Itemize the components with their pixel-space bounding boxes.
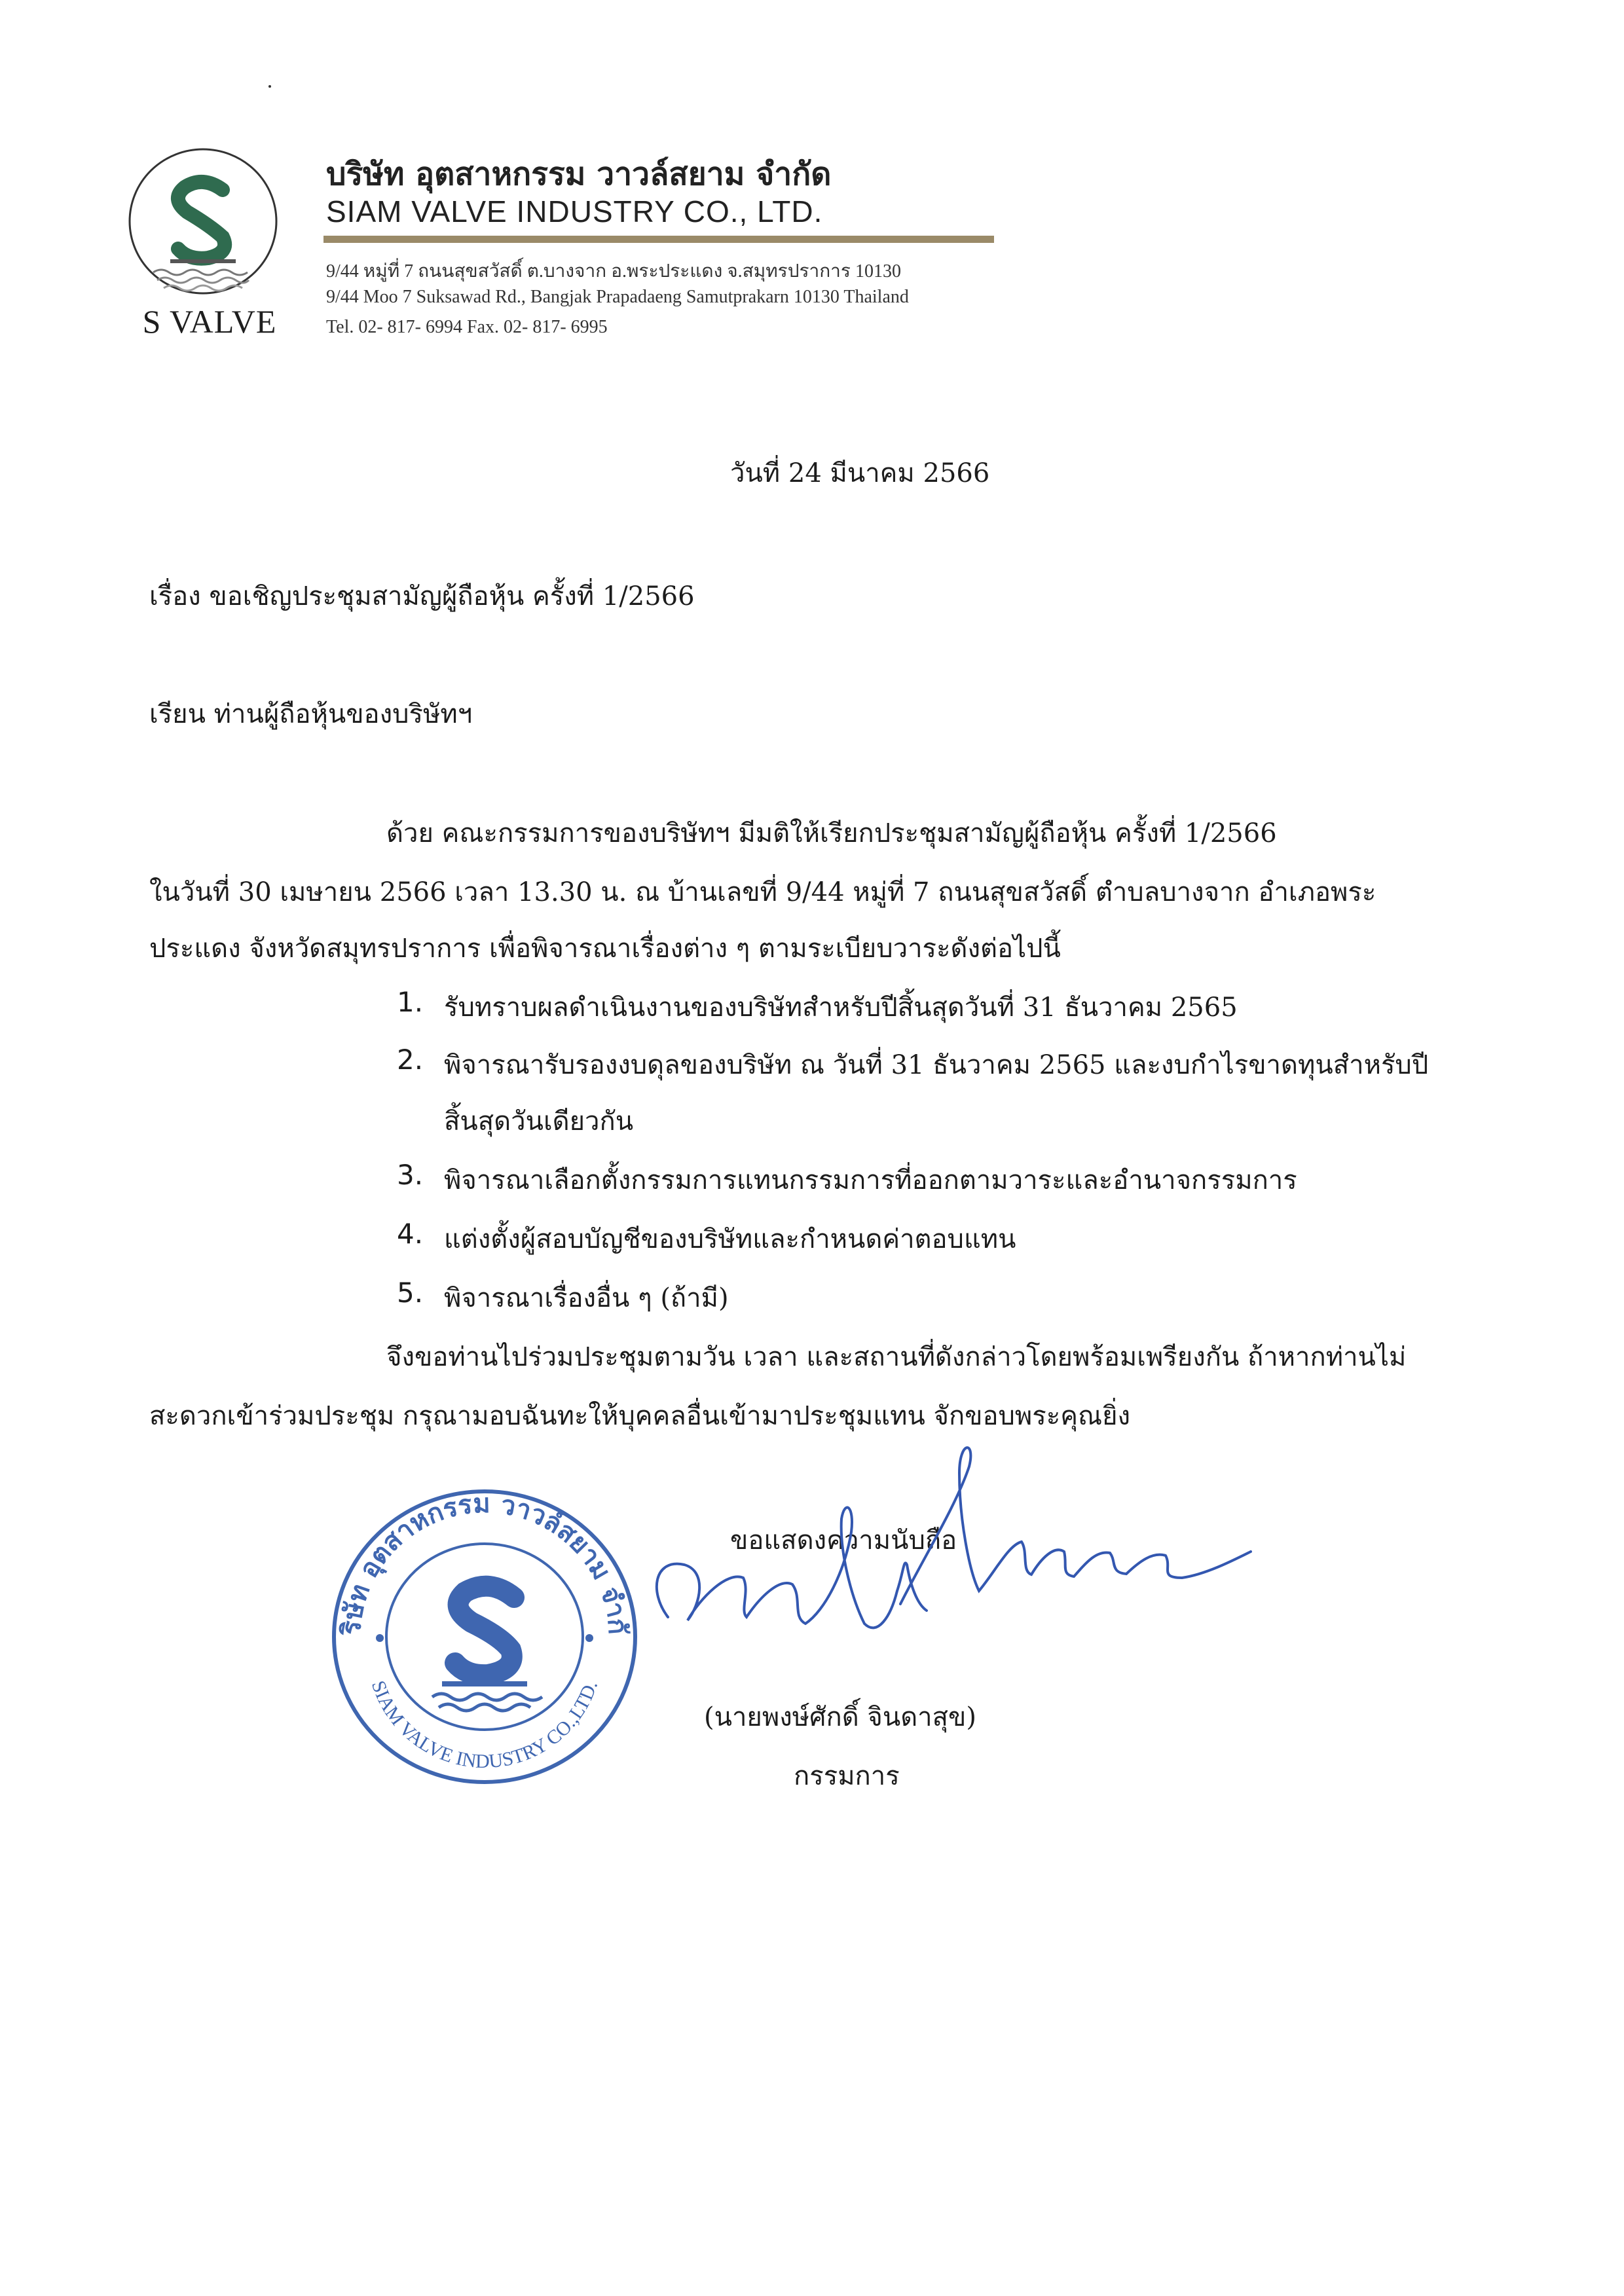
seal-english-text: SIAM VALVE INDUSTRY CO.,LTD. [367,1677,602,1773]
letter-salutation: เรียน ท่านผู้ถือหุ้นของบริษัทฯ [149,699,473,729]
agenda-item-text-continued: สิ้นสุดวันเดียวกัน [444,1106,634,1137]
closing-paragraph-line-1: จึงขอท่านไปร่วมประชุมตามวัน เวลา และสถานที่ดังกล่าวโดยพร้อมเพรียงกัน ถ้าหากท่านไม่ [386,1342,1407,1372]
seal-icon [314,1473,655,1800]
signatory-name: (นายพงษ์ศักดิ์ จินดาสุข) [704,1702,976,1732]
agenda-item-text: พิจารณาเรื่องอื่น ๆ (ถ้ามี) [444,1283,729,1313]
signature-icon [629,1427,1349,1676]
agenda-item-number: 4. [397,1218,424,1250]
company-seal [314,1473,655,1800]
seal-thai-text: ริษัท อุตสาหกรรม วาวล์สยาม จำกั [335,1487,634,1636]
speck [268,85,271,88]
complimentary-close: ขอแสดงความนับถือ [730,1525,957,1556]
logo-text: S VALVE [142,303,277,340]
address-thai: 9/44 หมู่ที่ 7 ถนนสุขสวัสดิ์ ต.บางจาก อ.พระประแดง จ.สมุทรปราการ 10130 [326,261,901,282]
signature [629,1427,1349,1676]
agenda-item-text: รับทราบผลดำเนินงานของบริษัทสำหรับปีสิ้นสุดวันที่ 31 ธันวาคม 2565 [444,993,1238,1023]
agenda-item-number: 1. [397,986,424,1018]
intro-line-2: ในวันที่ 30 เมษายน 2566 เวลา 13.30 น. ณ บ้านเลขที่ 9/44 หมู่ที่ 7 ถนนสุขสวัสดิ์ ตำบลบางจาก อำเภอพระ [149,877,1376,907]
agenda-item-number: 2. [397,1044,424,1076]
intro-line-1: ด้วย คณะกรรมการของบริษัทฯ มีมติให้เรียกประชุมสามัญผู้ถือหุ้น ครั้งที่ 1/2566 [386,818,1277,848]
agenda-item-number: 5. [397,1277,424,1309]
signatory-title: กรรมการ [794,1761,900,1791]
agenda-item-text: พิจารณารับรองงบดุลของบริษัท ณ วันที่ 31 ธันวาคม 2565 และงบกำไรขาดทุนสำหรับปี [444,1050,1429,1080]
letterhead-rule [323,236,994,243]
phone-fax: Tel. 02- 817- 6994 Fax. 02- 817- 6995 [326,317,608,337]
company-name-thai: บริษัท อุตสาหกรรม วาวล์สยาม จำกัด [326,156,832,192]
letter-subject: เรื่อง ขอเชิญประชุมสามัญผู้ถือหุ้น ครั้งที่ 1/2566 [149,581,695,611]
agenda-item-text: แต่งตั้งผู้สอบบัญชีของบริษัทและกำหนดค่าตอบแทน [444,1224,1016,1254]
company-name-english: SIAM VALVE INDUSTRY CO., LTD. [326,194,823,228]
letter-date: วันที่ 24 มีนาคม 2566 [730,458,990,488]
agenda-item-text: พิจารณาเลือกตั้งกรรมการแทนกรรมการที่ออกตามวาระและอำนาจกรรมการ [444,1165,1297,1195]
company-logo [124,144,282,308]
address-english: 9/44 Moo 7 Suksawad Rd., Bangjak Prapadaeng Samutprakarn 10130 Thailand [326,287,909,307]
intro-line-3: ประแดง จังหวัดสมุทรปราการ เพื่อพิจารณาเรื่องต่าง ๆ ตามระเบียบวาระดังต่อไปนี้ [149,934,1061,964]
agenda-item-number: 3. [397,1159,424,1191]
logo-icon [124,144,282,308]
closing-paragraph-line-2: สะดวกเข้าร่วมประชุม กรุณามอบฉันทะให้บุคคลอื่นเข้ามาประชุมแทน จักขอบพระคุณยิ่ง [149,1401,1131,1431]
